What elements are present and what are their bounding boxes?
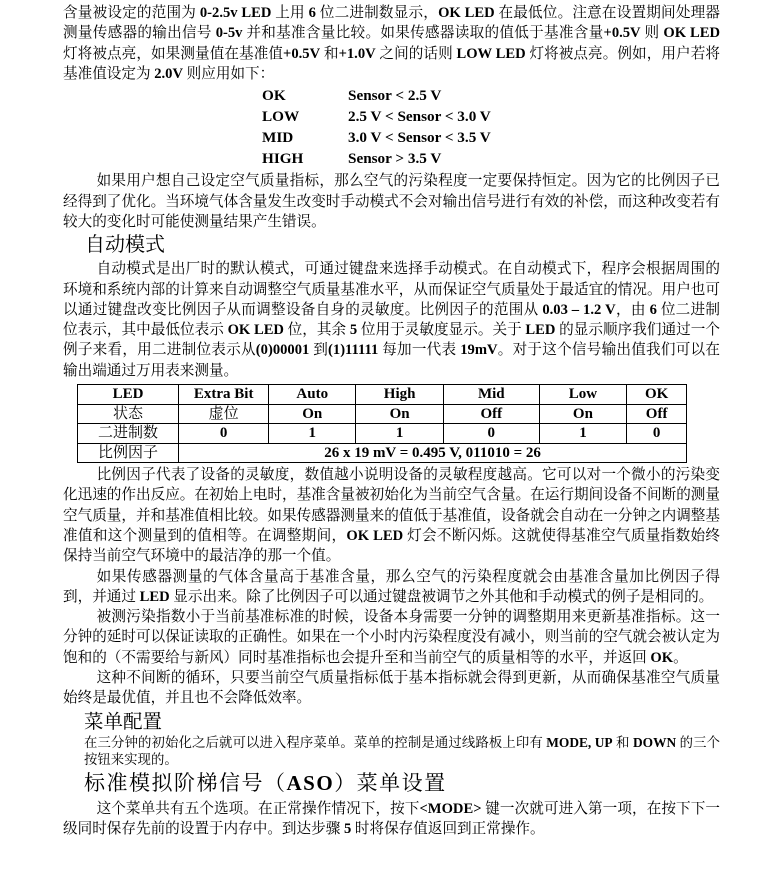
table-cell: 1 bbox=[539, 424, 627, 444]
body-text: 到 bbox=[309, 342, 329, 359]
table-cell: 1 bbox=[356, 424, 444, 444]
body-text: 则 bbox=[640, 25, 664, 42]
table-cell: On bbox=[539, 404, 627, 424]
body-text: 被测污染指数小于当前基准标准的时候，设备本身需要一分钟的调整期用来更新基准指标。这一分钟的延时可以保证读取的正确性。如果在一个小时内污染程度没有减小，则当前的空气就会被认定为饱和的（不需要给与新风）同时基准指标也会提升至和当前空气的质量相等的水平，并返回 bbox=[63, 609, 720, 666]
voltage-list-item bbox=[262, 107, 720, 128]
table-cell: 0 bbox=[627, 424, 687, 444]
voltage-level-label: HIGH bbox=[262, 149, 304, 167]
bold-latin-text: (1)11111 bbox=[328, 342, 379, 359]
table-row bbox=[78, 424, 687, 444]
body-text: 自动模式是出厂时的默认模式，可通过键盘来选择手动模式。在自动模式下，程序会根据周围的环境和系统内部的计算来自动调整空气质量基准水平，从而保证空气质量处于最适宜的情况。用户也可以通过键盘改变比例因子从而调整设备自身的灵敏度。比例因子的范围从 bbox=[63, 261, 720, 318]
table-cell: OK bbox=[627, 385, 687, 405]
paragraph-manual-mode-note bbox=[63, 171, 720, 232]
heading-auto-mode: 自动模式 bbox=[85, 234, 165, 257]
table-cell: Mid bbox=[443, 385, 539, 405]
heading-aso-menu bbox=[84, 770, 720, 796]
body-text: 位用于灵敏度显示。关于 bbox=[357, 322, 526, 339]
bold-latin-text: OK LED bbox=[346, 527, 404, 544]
body-text: 灯将被点亮，如果测量值在基准值 bbox=[63, 45, 284, 62]
bold-latin-text: 0-2.5v LED bbox=[199, 5, 272, 21]
bold-latin-text: OK LED bbox=[663, 25, 721, 42]
body-text: 灯会不断闪烁。这就使得基准空气质量指数始终保持当前空气环境中的最洁净的那一个值。 bbox=[63, 527, 720, 565]
voltage-level-label: MID bbox=[262, 128, 294, 146]
paragraph-above-baseline bbox=[63, 567, 720, 608]
body-text: 则应用如下： bbox=[183, 65, 275, 82]
bold-latin-text: OK LED bbox=[438, 5, 495, 21]
table-cell: High bbox=[356, 385, 444, 405]
led-status-table bbox=[77, 384, 687, 463]
bold-latin-text: ASO bbox=[286, 770, 335, 795]
bold-latin-text: (0)00001 bbox=[255, 342, 310, 359]
body-text: ）菜单设置 bbox=[334, 770, 447, 795]
table-cell: 状态 bbox=[78, 404, 179, 424]
table-cell: Off bbox=[443, 404, 539, 424]
body-text: 如果传感器测量的气体含量高于基准含量，那么空气的污染程度就会由基准含量加比例因子得到，并通过 bbox=[63, 568, 720, 605]
voltage-level-label: OK bbox=[262, 87, 286, 105]
voltage-level-label: LOW bbox=[262, 107, 300, 125]
bold-latin-text: 2.0V bbox=[154, 65, 184, 82]
voltage-list-item bbox=[262, 149, 720, 170]
body-text: 位，其余 bbox=[283, 322, 350, 339]
body-text: 含量被设定的范围为 bbox=[63, 5, 200, 21]
body-text: 。对于这个信号输出值我们可以在输出端通过万用表来测量。 bbox=[63, 342, 720, 379]
voltage-list-item bbox=[262, 86, 720, 107]
paragraph-aso-menu-intro bbox=[63, 799, 720, 840]
voltage-condition: Sensor < 2.5 V bbox=[348, 87, 442, 105]
body-text: 比例因子代表了设备的灵敏度，数值越小说明设备的灵敏程度越高。它可以对一个微小的污染变化迅速的作出反应。在初始上电时，基准含量被初始化为当前空气含量。在运行期间设备不间断的测量空气质量，并和基准值相比较。如果传感器测量来的值低于基准值，设备就会自动在一分钟之内调整基准值和这个测量到的值相等。在调整期间， bbox=[63, 467, 720, 544]
bold-latin-text: OK bbox=[650, 649, 674, 666]
body-text: 和 bbox=[612, 734, 633, 750]
table-cell: 1 bbox=[269, 424, 356, 444]
bold-latin-text: 6 bbox=[308, 5, 316, 21]
body-text: 位二进制数显示， bbox=[315, 5, 439, 21]
body-text: 如果用户想自己设定空气质量指标，那么空气的污染程度一定要保持恒定。因为它的比例因子已经得到了优化。当环境气体含量发生改变时手动模式不会对输出信号进行有效的补偿，而这种改变若有较大的变化时可能使测量结果产生错误。 bbox=[63, 173, 720, 230]
body-text: 。 bbox=[673, 649, 688, 666]
bold-latin-text: LOW LED bbox=[456, 45, 526, 62]
voltage-condition: 2.5 V < Sensor < 3.0 V bbox=[348, 107, 491, 125]
body-text: 在最低位。注意在设置期间处理器测量传感器的输出信号 bbox=[63, 5, 720, 42]
body-text: 和 bbox=[320, 45, 339, 62]
bold-latin-text: OK LED bbox=[227, 322, 284, 339]
table-cell: Low bbox=[539, 385, 627, 405]
heading-menu-config: 菜单配置 bbox=[84, 711, 163, 733]
bold-latin-text: DOWN bbox=[633, 734, 677, 750]
table-cell: LED bbox=[78, 385, 179, 405]
bold-latin-text: MODE, UP bbox=[546, 734, 613, 750]
body-text: 在三分钟的初始化之后就可以进入程序菜单。菜单的控制是通过线路板上印有 bbox=[84, 734, 547, 750]
voltage-list-item bbox=[262, 128, 720, 149]
body-text: ，由 bbox=[615, 301, 650, 318]
bold-latin-text: 19mV bbox=[460, 342, 498, 359]
table-row bbox=[78, 404, 687, 424]
body-text: 时将保存值返回到正常操作。 bbox=[351, 820, 545, 837]
table-cell: 0 bbox=[443, 424, 539, 444]
body-text: 这个菜单共有五个选项。在正常操作情况下，按下 bbox=[96, 800, 420, 817]
body-text: 的三个按钮来实现的。 bbox=[84, 734, 720, 767]
table-cell: Extra Bit bbox=[179, 385, 269, 405]
body-text: 位二进制位表示，其中最低位表示 bbox=[63, 301, 720, 339]
voltage-condition: Sensor > 3.5 V bbox=[348, 149, 442, 167]
paragraph-auto-mode-detail bbox=[63, 259, 720, 381]
table-row bbox=[78, 385, 687, 405]
voltage-condition: 3.0 V < Sensor < 3.5 V bbox=[348, 128, 491, 146]
body-text: 这种不间断的循环，只要当前空气质量指标低于基本指标就会得到更新，从而确保基准空气质量始终是最优值，并且也不会降低效率。 bbox=[63, 670, 720, 707]
bold-latin-text: 5 bbox=[349, 322, 358, 339]
table-cell: On bbox=[356, 404, 444, 424]
body-text: 并和基准含量比较。如果传感器读取的值低于基准含量 bbox=[242, 25, 604, 42]
body-text: 之间的话则 bbox=[375, 45, 457, 62]
body-text: 每加一代表 bbox=[378, 342, 461, 359]
voltage-threshold-list bbox=[262, 86, 720, 169]
bold-latin-text: LED bbox=[525, 322, 556, 339]
body-text: 显示出来。除了比例因子可以通过键盘被调节之外其他和手动模式的例子是相同的。 bbox=[169, 588, 714, 605]
bold-latin-text: 0.03 – 1.2 V bbox=[542, 301, 616, 318]
bold-latin-text: +1.0V bbox=[338, 45, 376, 62]
bold-latin-text: LED bbox=[139, 588, 170, 605]
table-cell: Off bbox=[627, 404, 687, 424]
body-text: 键一次就可进入第一项，在按下下一级同时保存先前的设置于内存中。到达步骤 bbox=[63, 800, 720, 837]
table-cell: 比例因子 bbox=[78, 443, 179, 463]
paragraph-pollution-index bbox=[63, 607, 720, 668]
paragraph-menu-buttons bbox=[84, 734, 720, 768]
bold-latin-text: 6 bbox=[649, 301, 657, 318]
bold-latin-text: +0.5V bbox=[603, 25, 641, 42]
table-row bbox=[78, 443, 687, 463]
body-text: 的显示顺序我们通过一个例子来看，用二进制位表示从 bbox=[63, 322, 720, 359]
bold-latin-text: <MODE> bbox=[419, 800, 482, 817]
table-cell: 26 x 19 mV = 0.495 V, 011010 = 26 bbox=[179, 443, 687, 463]
table-cell: Auto bbox=[269, 385, 356, 405]
body-text: 上用 bbox=[271, 5, 309, 21]
led-table-body bbox=[78, 385, 687, 463]
paragraph-continuous-loop bbox=[63, 668, 720, 709]
table-cell: On bbox=[269, 404, 356, 424]
paragraph-led-range bbox=[63, 3, 720, 84]
table-cell: 虚位 bbox=[179, 404, 269, 424]
table-cell: 二进制数 bbox=[78, 424, 179, 444]
body-text: 标准模拟阶梯信号（ bbox=[84, 770, 287, 795]
bold-latin-text: 0-5v bbox=[215, 25, 243, 42]
paragraph-scale-factor bbox=[63, 465, 720, 566]
table-cell: 0 bbox=[179, 424, 269, 444]
bold-latin-text: 5 bbox=[343, 820, 352, 837]
bold-latin-text: +0.5V bbox=[283, 45, 321, 62]
body-text: 灯将被点亮。例如，用户若将基准值设定为 bbox=[63, 45, 720, 82]
